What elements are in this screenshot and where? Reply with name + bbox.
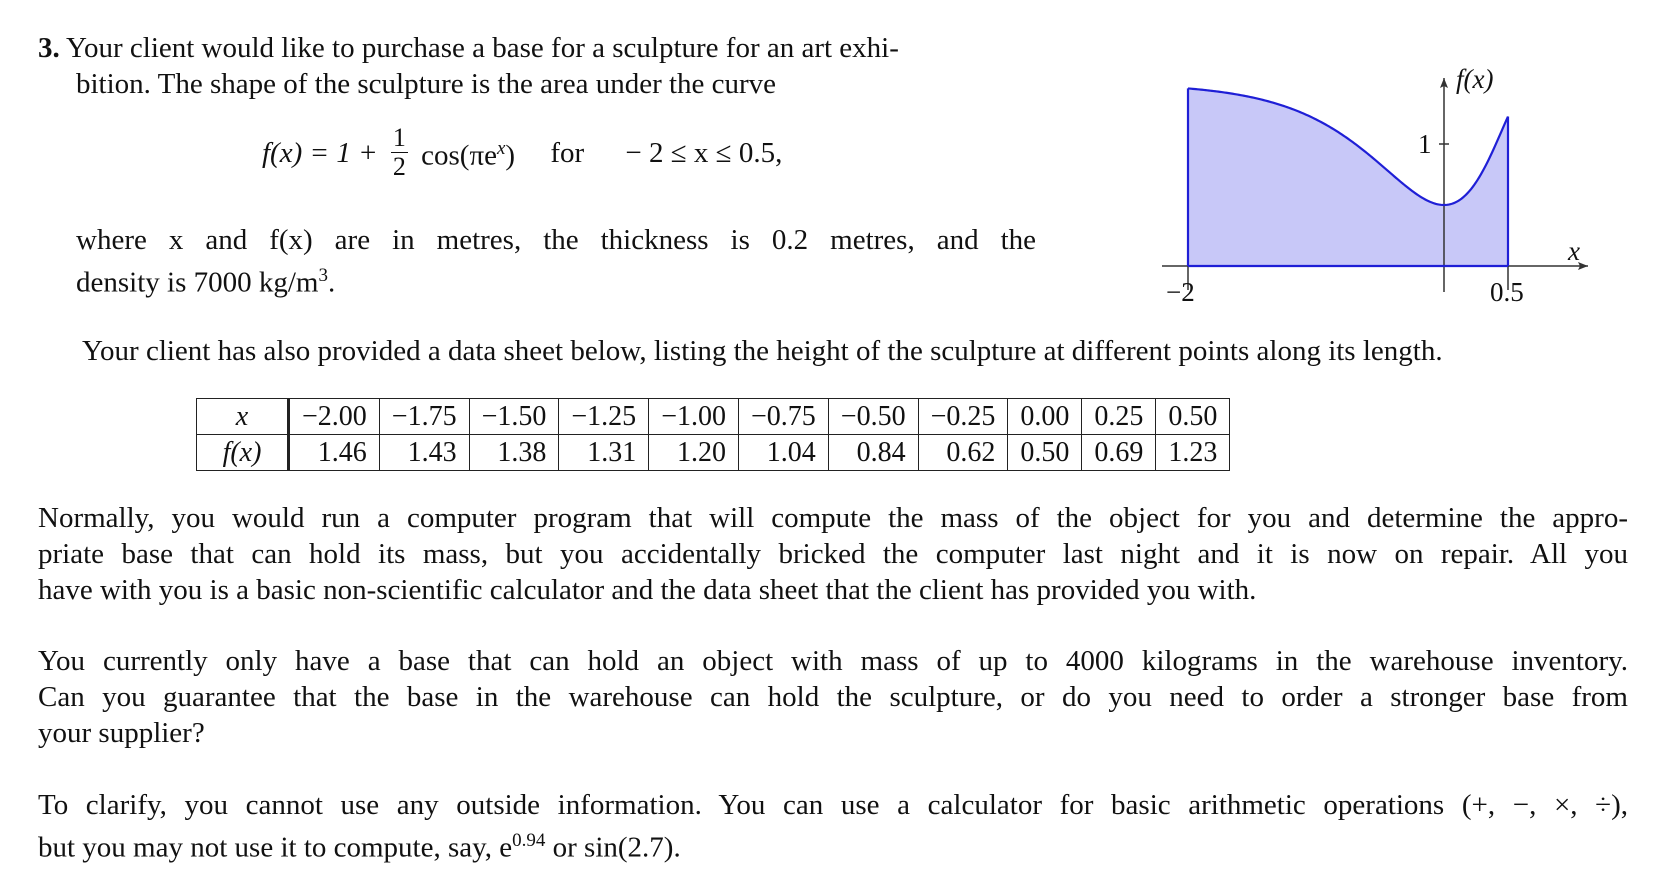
- table-cell: 0.84: [828, 435, 918, 471]
- table-cell: 0.62: [918, 435, 1008, 471]
- where-line-2: [76, 258, 1036, 301]
- function-graph: [1110, 64, 1590, 330]
- paragraph-line: have with you is a basic non-scientific calculator and the data sheet that the client has provided you with.: [38, 574, 1257, 606]
- data-table: [196, 398, 1230, 471]
- problem-intro: [38, 30, 1038, 102]
- fraction-denominator: 2: [392, 152, 406, 181]
- x-tick-label-0.5: 0.5: [1490, 277, 1524, 307]
- function-formula: [262, 124, 782, 204]
- x-tick-label-neg2: −2: [1166, 277, 1195, 307]
- table-cell: −1.50: [469, 399, 559, 435]
- y-tick-label-1: 1: [1418, 129, 1432, 159]
- table-cell: 1.43: [379, 435, 469, 471]
- formula-lhs: f(x) = 1 +: [262, 136, 378, 169]
- table-cell: 0.00: [1008, 399, 1082, 435]
- density-period: .: [327, 266, 336, 299]
- intro-line-2: bition. The shape of the sculpture is the area under the curve: [76, 68, 777, 100]
- paragraph-computer: [38, 500, 1628, 608]
- units-description: [76, 222, 1036, 301]
- paragraph-line: your supplier?: [38, 717, 205, 749]
- formula-for: for: [550, 136, 585, 169]
- table-cell: 1.46: [289, 435, 380, 471]
- table-cell: −0.25: [918, 399, 1008, 435]
- table-cell: −1.00: [649, 399, 739, 435]
- formula-fraction: [391, 124, 408, 181]
- paragraph-line: Normally, you would run a computer program that will compute the mass of the object for you and determine the appro-: [38, 502, 1628, 534]
- table-cell: 0.50: [1008, 435, 1082, 471]
- paragraph-warehouse: [38, 643, 1628, 751]
- row-header-fx: f(x): [197, 435, 289, 471]
- graph-svg: [1110, 64, 1590, 330]
- clarify-text: but you may not use it to compute, say, e: [38, 831, 513, 864]
- x-axis-label: x: [1568, 236, 1580, 266]
- formula-cos: cos(πe: [421, 139, 497, 172]
- problem-number: 3.: [38, 32, 60, 64]
- paragraph-line: To clarify, you cannot use any outside information. You can use a calculator for basic arithmetic operations (+, −, ×, ÷),: [38, 789, 1628, 821]
- clarify-exponent: 0.94: [512, 830, 546, 851]
- paragraph-clarify: [38, 787, 1628, 866]
- intro-line-1: [38, 30, 1038, 66]
- formula-exponent: x: [496, 138, 506, 160]
- density-text: density is 7000 kg/m: [76, 266, 319, 299]
- area-under-curve: [1188, 88, 1508, 266]
- paragraph-line: priate base that can hold its mass, but you accidentally bricked the computer last night and it is now on repair. All you: [38, 538, 1628, 570]
- intro-text-1: Your client would like to purchase a base for a sculpture for an art exhi-: [65, 32, 899, 64]
- table-cell: 1.31: [559, 435, 649, 471]
- table-cell: −1.25: [559, 399, 649, 435]
- paragraph-line: Can you guarantee that the base in the warehouse can hold the sculpture, or do you need to order a stronger base from: [38, 681, 1628, 713]
- table-cell: 0.25: [1082, 399, 1156, 435]
- fraction-numerator: 1: [392, 123, 406, 152]
- table-cell: 1.20: [649, 435, 739, 471]
- paragraph-line: [38, 823, 1628, 866]
- density-exponent: 3: [318, 265, 328, 286]
- table-cell: −1.75: [379, 399, 469, 435]
- paragraph-line: You currently only have a base that can hold an object with mass of up to 4000 kilograms in the warehouse inventory.: [38, 645, 1628, 677]
- table-cell: 1.23: [1156, 435, 1230, 471]
- datasheet-sentence: Your client has also provided a data sheet below, listing the height of the sculpture at different points along its length.: [82, 335, 1443, 367]
- row-header-x: x: [197, 399, 289, 435]
- table-cell: 0.69: [1082, 435, 1156, 471]
- formula-domain: − 2 ≤ x ≤ 0.5,: [625, 136, 783, 169]
- table-cell: −0.50: [828, 399, 918, 435]
- table-row-fx: [197, 435, 1230, 471]
- data-table-wrapper: [196, 398, 1230, 471]
- table-cell: 1.04: [738, 435, 828, 471]
- where-line-1: where x and f(x) are in metres, the thickness is 0.2 metres, and the: [76, 224, 1036, 256]
- table-cell: 1.38: [469, 435, 559, 471]
- table-row-x: [197, 399, 1230, 435]
- formula-close: ): [505, 139, 516, 172]
- table-cell: −0.75: [738, 399, 828, 435]
- y-axis-label: f(x): [1456, 64, 1494, 94]
- table-cell: 0.50: [1156, 399, 1230, 435]
- table-cell: −2.00: [289, 399, 380, 435]
- formula-rhs: [421, 131, 515, 174]
- clarify-end: or sin(2.7).: [545, 831, 681, 864]
